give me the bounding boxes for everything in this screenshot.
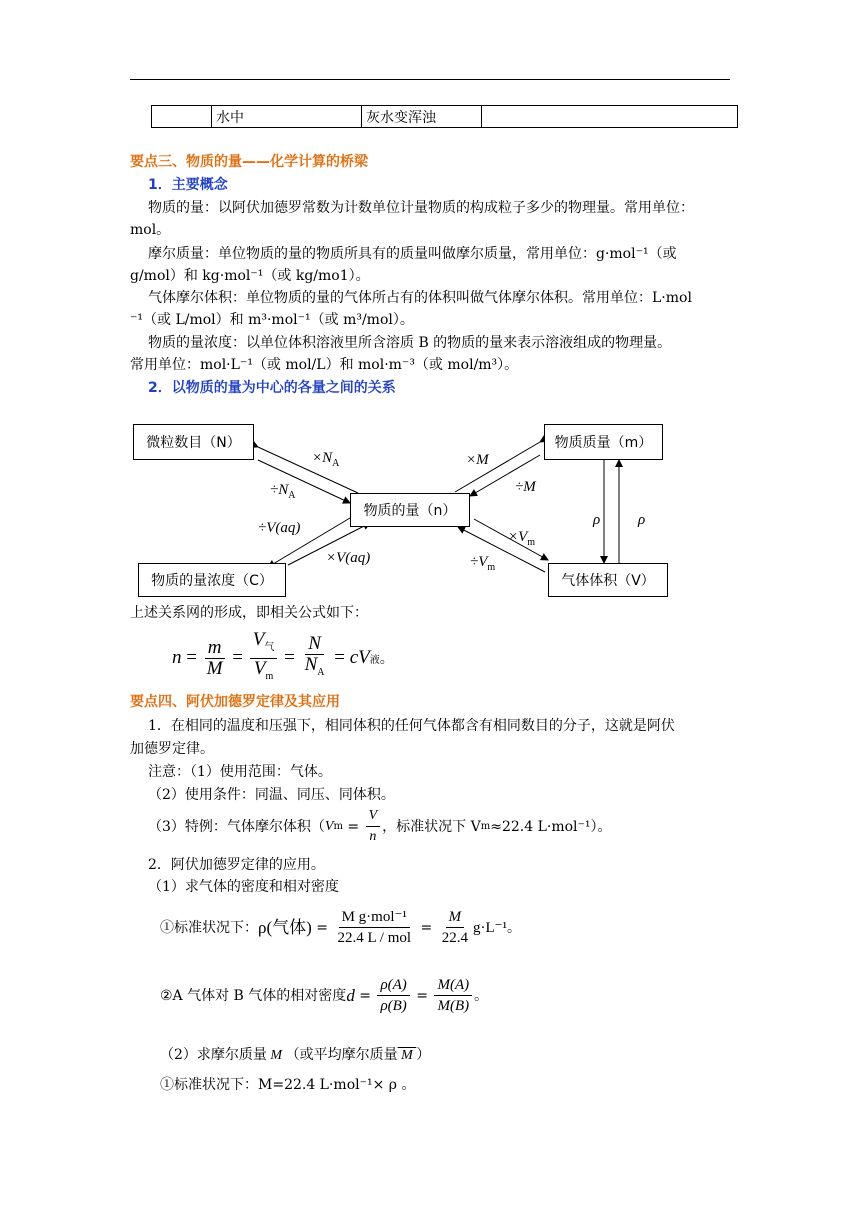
paragraph: g/mol）和 kg·mol⁻¹（或 kg/mo1）。	[130, 268, 370, 284]
paragraph: 气体摩尔体积：单位物质的量的气体所占有的体积叫做气体摩尔体积。常用单位：L·mol	[148, 290, 692, 306]
paragraph: 注意：（1）使用范围：气体。	[148, 764, 332, 780]
section4-title: 要点四、阿伏加德罗定律及其应用	[130, 694, 340, 710]
paragraph: 物质的量浓度：以单位体积溶液里所含溶质 B 的物质的量来表示溶液组成的物理量。	[148, 335, 672, 351]
paragraph: 1．在相同的温度和压强下，相同体积的任何气体都含有相同数目的分子，这就是阿伏	[148, 718, 675, 734]
box-mass: 物质质量（m）	[544, 424, 663, 460]
label-div-vm: $\div V_m$	[470, 554, 496, 573]
molar-mass-heading: （2）求摩尔质量 M （或平均摩尔质量 M ）	[160, 1047, 431, 1063]
table-cell: 灰水变浑浊	[362, 106, 482, 128]
paragraph: 摩尔质量：单位物质的量的物质所具有的质量叫做摩尔质量，常用单位：g·mol⁻¹（或	[148, 246, 677, 262]
paragraph: 加德罗定律。	[130, 741, 214, 757]
box-concentration: 物质的量浓度（C）	[138, 563, 286, 597]
fraction-N-over-NA: $\frac{N}{N_A}$	[304, 632, 325, 678]
paragraph: （1）求气体的密度和相对密度	[148, 879, 339, 895]
table-cell: 水中	[212, 106, 362, 128]
fraction-m-over-M: $\frac{m}{M}$	[206, 636, 223, 679]
density-formula: ①标准状况下： ρ(气体) = $\frac{\text{M g·mol⁻¹}}{\text{22.4 L / mol}}$ = $\frac{M}{22.4}$ g·L⁻¹ 。	[160, 909, 522, 946]
label-times-vm: $\times V_m$	[508, 529, 536, 548]
box-volume: 气体体积（V）	[548, 563, 668, 597]
label-div-m: ÷M	[515, 479, 536, 495]
label-div-na: $\div N_A$	[270, 482, 296, 501]
fraction-V-over-Vm: $\frac{V_气}{V_m}$	[250, 630, 278, 687]
label-div-vaq: ÷V(aq)	[258, 520, 301, 536]
label-rho-right: ρ	[638, 512, 646, 528]
section3-sub1: 1．主要概念	[148, 177, 228, 193]
formula-n: n	[172, 647, 182, 669]
last-line: ①标准状况下：M=22.4 L·mol⁻¹× ρ 。	[160, 1077, 416, 1093]
paragraph: 物质的量：以阿伏加德罗常数为计数单位计量物质的构成粒子多少的物理量。常用单位：	[148, 200, 694, 216]
section3-sub2: 2．以物质的量为中心的各量之间的关系	[148, 380, 396, 396]
box-amount: 物质的量（n）	[350, 493, 470, 527]
formula-intro: 上述关系网的形成，即相关公式如下：	[130, 605, 368, 621]
label-times-vaq: ×V(aq)	[326, 550, 371, 566]
label-times-m: ×M	[466, 452, 489, 468]
label-times-na: $\times N_A$	[312, 450, 340, 469]
label-rho-left: ρ	[593, 512, 601, 528]
paragraph: ⁻¹（或 L/mol）和 m³·mol⁻¹（或 m³/mol）。	[130, 312, 414, 328]
section3-title: 要点三、物质的量——化学计算的桥梁	[130, 154, 368, 170]
relative-density-formula: ②A 气体对 B 气体的相对密度 d = $\frac{\rho(A)}{\rho(B)}$ = $\frac{M(A)}{M(B)}$ 。	[160, 977, 489, 1014]
paragraph: 2．阿伏加德罗定律的应用。	[148, 857, 325, 873]
special-case-line: （3）特例：气体摩尔体积（ V m = $\frac{V}{n}$ ，标准状况下 V m ≈22.4 L·mol⁻¹）。	[148, 808, 612, 844]
paragraph: （2）使用条件：同温、同压、同体积。	[148, 787, 395, 803]
main-formula: n = $\frac{m}{M}$ = $\frac{V_气}{V_m}$ = $\frac{N}{N_A}$ = cV 液 。	[172, 630, 394, 687]
box-particles: 微粒数目（N）	[133, 424, 254, 460]
paragraph: mol。	[130, 222, 171, 238]
paragraph: 常用单位：mol·L⁻¹（或 mol/L）和 mol·m⁻³（或 mol/m³）。	[130, 357, 519, 373]
